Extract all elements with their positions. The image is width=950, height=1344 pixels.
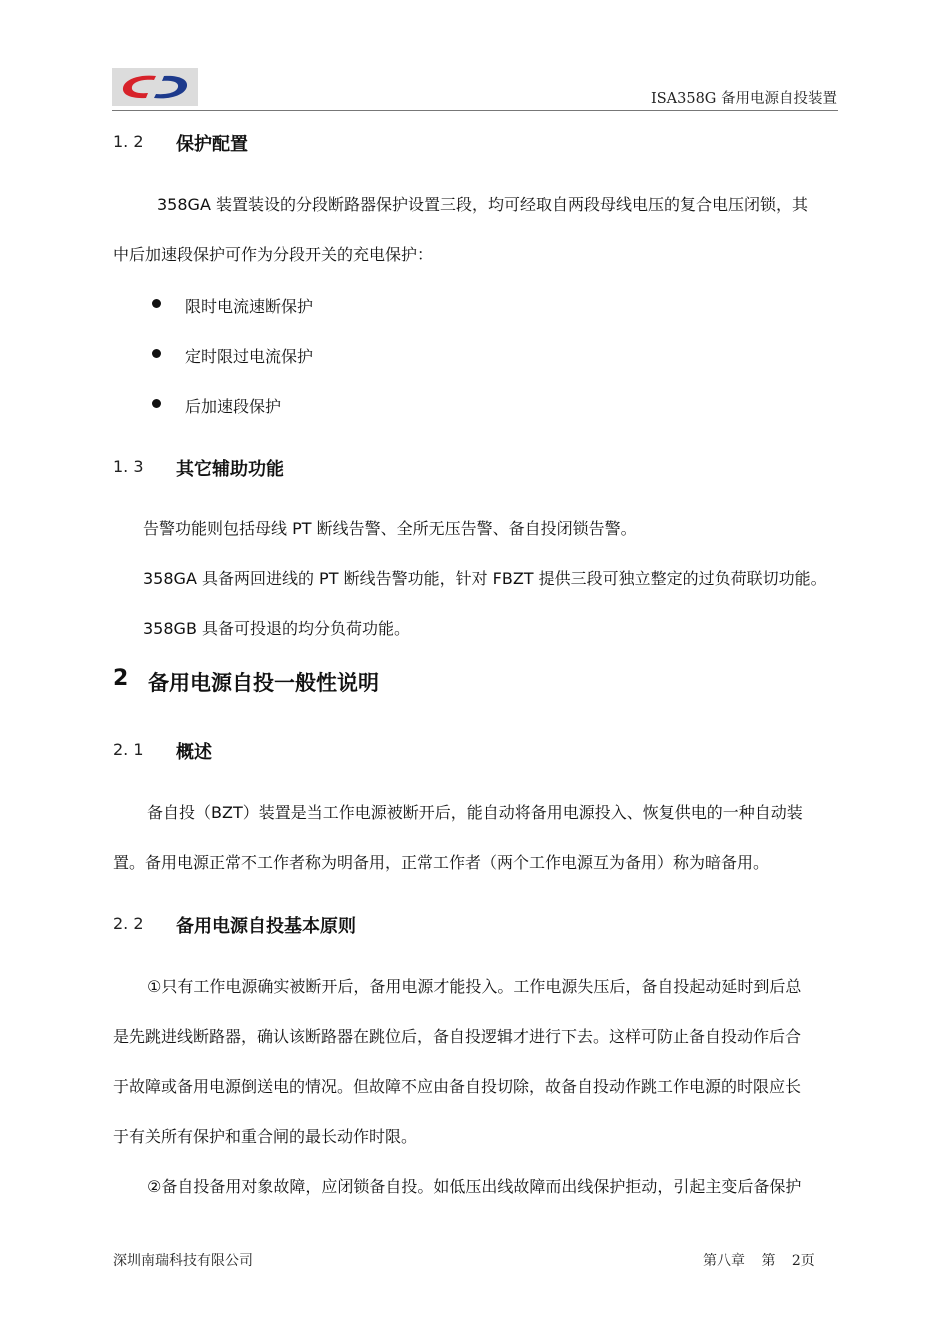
paragraph-overview-line-1: 备自投（BZT）装置是当工作电源被断开后，能自动将备用电源投入、恢复供电的一种自动装	[147, 803, 803, 822]
bullet-dot	[152, 299, 161, 308]
bullet-dot	[152, 399, 161, 408]
footer-page-number: 第八章 第 2页	[703, 1253, 815, 1269]
paragraph-principle-line: ②备自投备用对象故障，应闭锁备自投。如低压出线故障而出线保护拒动，引起主变后备保护	[147, 1177, 802, 1196]
paragraph-protection-line-2: 中后加速段保护可作为分段开关的充电保护：	[113, 245, 434, 264]
section-2-2-title: 备用电源自投基本原则	[176, 916, 356, 937]
chapter-2-number: 2	[113, 666, 129, 691]
paragraph-principle-line: 于故障或备用电源倒送电的情况。但故障不应由备自投切除，故备自投动作跳工作电源的时限应长	[113, 1077, 802, 1096]
section-1-2-number: 1. 2	[113, 132, 144, 151]
bullet-dot	[152, 349, 161, 358]
bullet-item: 定时限过电流保护	[185, 347, 314, 366]
section-2-2-number: 2. 2	[113, 914, 144, 933]
section-2-1-number: 2. 1	[113, 740, 144, 759]
paragraph-protection-line-1: 358GA 装置装设的分段断路器保护设置三段，均可经取自两段母线电压的复合电压闭锁，其	[157, 195, 808, 214]
paragraph-principle-line: ①只有工作电源确实被断开后，备用电源才能投入。工作电源失压后，备自投起动延时到后总	[147, 977, 802, 996]
footer-company: 深圳南瑞科技有限公司	[113, 1253, 253, 1269]
section-1-3-number: 1. 3	[113, 457, 144, 476]
paragraph-overview-line-2: 置。备用电源正常不工作者称为明备用，正常工作者（两个工作电源互为备用）称为暗备用。	[113, 853, 770, 872]
header-divider	[112, 110, 838, 111]
bullet-item: 限时电流速断保护	[185, 297, 314, 316]
paragraph-aux-3: 358GB 具备可投退的均分负荷功能。	[143, 619, 411, 638]
paragraph-aux-2: 358GA 具备两回进线的 PT 断线告警功能，针对 FBZT 提供三段可独立整定的过负荷联切功能。	[143, 569, 827, 588]
company-logo	[112, 68, 198, 106]
document-title: ISA358G 备用电源自投装置	[651, 91, 837, 107]
section-1-2-title: 保护配置	[176, 134, 248, 155]
section-1-3-title: 其它辅助功能	[176, 459, 284, 480]
bullet-item: 后加速段保护	[185, 397, 282, 416]
paragraph-aux-1: 告警功能则包括母线 PT 断线告警、全所无压告警、备自投闭锁告警。	[143, 519, 637, 538]
section-2-1-title: 概述	[176, 742, 212, 763]
paragraph-principle-line: 于有关所有保护和重合闸的最长动作时限。	[113, 1127, 418, 1146]
chapter-2-title: 备用电源自投一般性说明	[148, 671, 379, 695]
paragraph-principle-line: 是先跳进线断路器，确认该断路器在跳位后，备自投逻辑才进行下去。这样可防止备自投动作后合	[113, 1027, 802, 1046]
